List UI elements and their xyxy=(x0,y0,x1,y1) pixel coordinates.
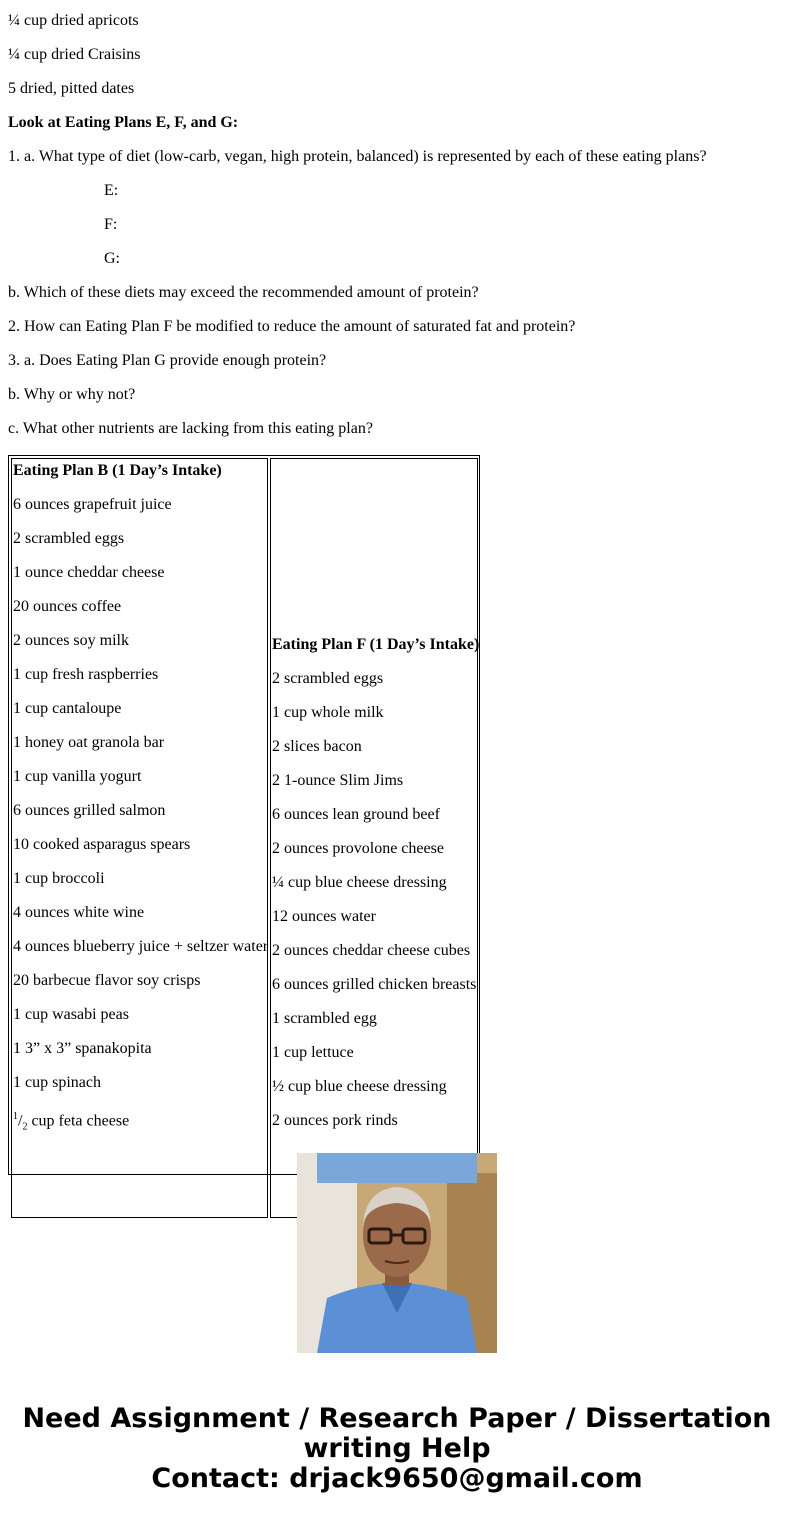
answer-label-e: E: xyxy=(104,182,119,199)
question-3b: b. Why or why not? xyxy=(8,386,136,403)
list-item: 2 slices bacon xyxy=(272,738,362,755)
promo-line-1: Need Assignment / Research Paper / Dissertation xyxy=(22,1403,772,1434)
person-portrait-icon xyxy=(297,1153,497,1353)
author-avatar xyxy=(297,1153,497,1353)
list-item: 1 3” x 3” spanakopita xyxy=(13,1040,152,1057)
list-item: 6 ounces lean ground beef xyxy=(272,806,440,823)
plan-b-cell xyxy=(11,458,268,1218)
intro-item-dates: 5 dried, pitted dates xyxy=(8,80,135,97)
answer-label-g: G: xyxy=(104,250,120,267)
list-item: 12 ounces water xyxy=(272,908,376,925)
list-item: ¼ cup blue cheese dressing xyxy=(272,874,447,891)
list-item: 1 cup fresh raspberries xyxy=(13,666,159,683)
question-3a: 3. a. Does Eating Plan G provide enough protein? xyxy=(8,352,327,369)
section-heading: Look at Eating Plans E, F, and G: xyxy=(8,114,239,131)
question-1a: 1. a. What type of diet (low-carb, vegan, high protein, balanced) is represented by each of these eating plans? xyxy=(8,148,707,165)
list-item: 2 scrambled eggs xyxy=(272,670,384,687)
list-item: 1 cup vanilla yogurt xyxy=(13,768,142,785)
question-1b: b. Which of these diets may exceed the recommended amount of protein? xyxy=(8,284,479,301)
promo-line-2: writing Help xyxy=(303,1433,491,1464)
fraction-numerator: 1 xyxy=(13,1111,18,1122)
list-item: 6 ounces grilled chicken breasts xyxy=(272,976,477,993)
eating-plans-table xyxy=(8,455,482,1133)
question-2: 2. How can Eating Plan F be modified to reduce the amount of saturated fat and protein? xyxy=(8,318,576,335)
list-item: 1 cup wasabi peas xyxy=(13,1006,129,1023)
list-item: 2 scrambled eggs xyxy=(13,530,125,547)
intro-item-craisins: ¼ cup dried Craisins xyxy=(8,46,141,63)
fraction-item-text: cup feta cheese xyxy=(27,1112,130,1130)
list-item: 2 ounces provolone cheese xyxy=(272,840,444,857)
promo-contact: Contact: drjack9650@gmail.com xyxy=(151,1463,643,1494)
list-item: 1 ounce cheddar cheese xyxy=(13,564,165,581)
list-item: 1 honey oat granola bar xyxy=(13,734,165,751)
list-item: 1 cup spinach xyxy=(13,1074,101,1091)
list-item: 1 cup broccoli xyxy=(13,870,105,887)
list-item: 4 ounces white wine xyxy=(13,904,145,921)
question-3c: c. What other nutrients are lacking from this eating plan? xyxy=(8,420,373,437)
intro-item-apricots: ¼ cup dried apricots xyxy=(8,12,139,29)
list-item: 20 ounces coffee xyxy=(13,598,122,615)
list-item: 1 cup cantaloupe xyxy=(13,700,122,717)
list-item: 2 ounces pork rinds xyxy=(272,1112,398,1129)
plan-b-title: Eating Plan B (1 Day’s Intake) xyxy=(13,462,222,479)
plan-f-title: Eating Plan F (1 Day’s Intake) xyxy=(272,636,480,653)
list-item: ½ cup blue cheese dressing xyxy=(272,1078,447,1095)
list-item: 6 ounces grilled salmon xyxy=(13,802,166,819)
list-item: 1 cup whole milk xyxy=(272,704,384,721)
list-item: 1 cup lettuce xyxy=(272,1044,354,1061)
list-item: 2 ounces cheddar cheese cubes xyxy=(272,942,471,959)
list-item: 10 cooked asparagus spears xyxy=(13,836,191,853)
fraction-denominator: 2 xyxy=(22,1121,28,1133)
plan-f-cell xyxy=(270,458,478,1218)
list-item-fraction: $^1/_2$ cup feta cheese xyxy=(13,1111,130,1133)
list-item: 2 ounces soy milk xyxy=(13,632,129,649)
list-item: 6 ounces grapefruit juice xyxy=(13,496,172,513)
list-item: 1 scrambled egg xyxy=(272,1010,377,1027)
list-item: 20 barbecue flavor soy crisps xyxy=(13,972,201,989)
list-item: 4 ounces blueberry juice + seltzer water xyxy=(13,938,269,955)
list-item: 2 1-ounce Slim Jims xyxy=(272,772,404,789)
answer-label-f: F: xyxy=(104,216,118,233)
